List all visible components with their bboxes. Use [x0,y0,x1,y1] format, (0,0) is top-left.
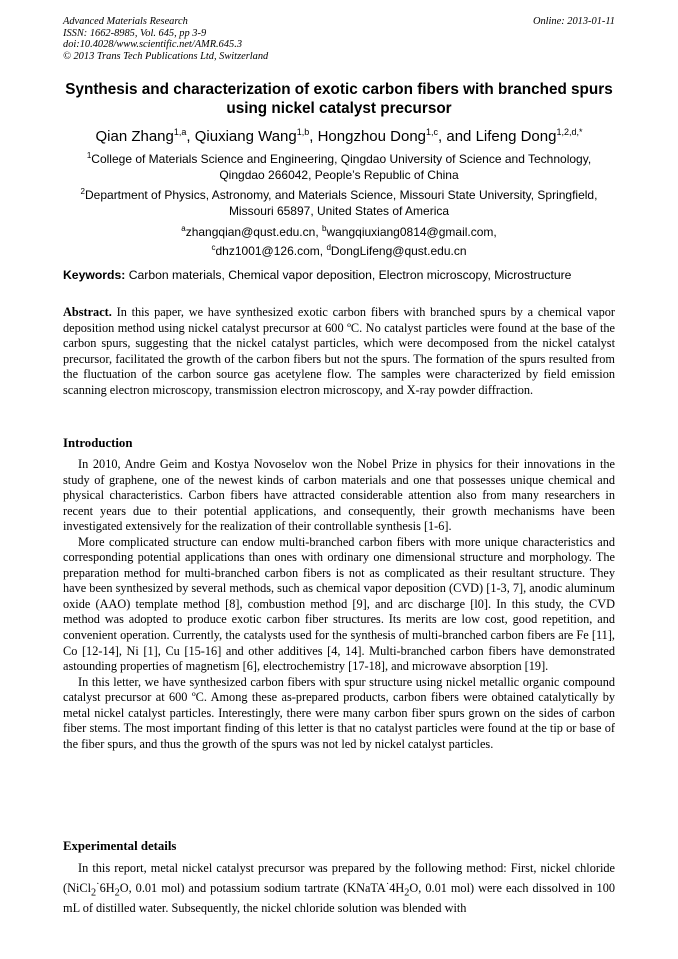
subscript: 2 [91,887,97,899]
affiliation-mark: 1 [86,151,92,160]
abstract [63,305,615,398]
paragraph [63,861,615,916]
abstract-label: Abstract. [63,305,112,319]
middle-dot: · [385,878,390,890]
author-list [63,122,615,147]
doi-line[interactable]: doi:10.4028/www.scientific.net/AMR.645.3 [63,39,243,51]
keywords [63,268,623,283]
affiliation-text: College of Materials Science and Engineering, Qingdao University of Science and Technology, Qingdao 266042, People’s Republic of China [91,152,592,182]
paper-title: Synthesis and characterization of exotic carbon fibers with branched spurs using nickel catalyst precursor [65,81,613,117]
text-run: 4H [389,880,405,895]
author-affiliation-mark: 1,2,d,* [556,127,583,137]
journal-name: Advanced Materials Research [63,16,188,27]
affiliation-text: Department of Physics, Astronomy, and Materials Science, Missouri State University, Springfield, Missouri 65897, United States of America [85,188,598,218]
text-run: In this report, metal nickel catalyst precursor was prepared by the following method: First, nickel chloride (NiCl [63,861,615,895]
author-separator: , [309,128,318,145]
copyright-line: © 2013 Trans Tech Publications Ltd, Switzerland [63,50,269,62]
keywords-label: Keywords: [63,268,126,282]
email-d[interactable]: DongLifeng@qust.edu.cn [330,244,467,258]
email-mark: d [326,243,331,252]
email-mark: c [211,243,216,252]
author-separator: , and [438,128,476,145]
author-affiliation-mark: 1,a [173,127,187,137]
journal-header [63,16,615,62]
author-name: Lifeng Dong [475,128,557,145]
affiliation-1 [63,148,615,183]
email-b[interactable]: wangqiuxiang0814@gmail.com, [326,225,497,239]
author-name: Qiuxiang Wang [194,128,297,145]
email-line-1 [63,221,615,240]
experimental-body [63,861,615,916]
author-separator: , [186,128,195,145]
author-name: Hongzhou Dong [317,128,427,145]
paragraph: In 2010, Andre Geim and Kostya Novoselov won the Nobel Prize in physics for their innovations in the study of graphene, one of the newest kinds of carbon materials and one that possesses unique chemical and physical characteristics. Carbon fibers have attracted considerable attention also from many researchers in recent years due to their potential applications, and consequently, their growth mechanisms have been investigated extensively for the realization of their controllable synthesis [1-6]. [63,457,615,534]
email-mark: b [322,224,327,233]
subscript: 2 [404,887,410,899]
email-mark: a [181,224,186,233]
text-run: O, 0.01 mol) were each dissolved in 100 mL of distilled water. Subsequently, the nickel chloride solution was blended with [63,880,615,915]
author-affiliation-mark: 1,c [426,127,439,137]
text-run: O, 0.01 mol) and potassium sodium tartrate (KNaTA [119,880,386,895]
email-list [63,221,615,259]
issn-line: ISSN: 1662-8985, Vol. 645, pp 3-9 [63,27,207,39]
paragraph: More complicated structure can endow multi-branched carbon fibers with more unique characteristics and corresponding potential applications than ones with ordinary one dimensional structure and morphology. The preparation method for multi-branched carbon fibers is not as complicated as their resultant structure. They have been synthesized by several methods, such as chemical vapor deposition (CVD) [1-3, 7], anodic aluminum oxide (AAO) template method [8], combustion method [9], and arc discharge [l0]. In this study, the CVD method was adopted to produce exotic carbon fiber structures. Its merits are low cost, good repetition, and convenient operation. Currently, the catalysts used for the synthesis of multi-branched carbon fibers are Fe [11], Co [12-14], Ni [1], Cu [15-16] and other additives [4, 14]. Multi-branched carbon fibers have demonstrated astounding properties of magnetism [6], electrochemistry [17-18], and microwave absorption [19]. [63,534,615,674]
abstract-text: In this paper, we have synthesized exotic carbon fibers with branched spurs by a chemical vapor deposition method using nickel catalyst precursor at 600 ºC. No catalyst particles were found at the base of the carbon spurs, suggesting that the nickel catalyst particles, which were decomposed from the nickel catalyst precursor, facilitated the growth of the carbon fibers but not the spurs. The formation of the spurs resulted from the fluctuation of the carbon source gas acetylene flow. The samples were characterized by field emission scanning electron microscopy, transmission electron microscopy, and X-ray powder diffraction. [63,305,615,397]
introduction-body [63,457,615,752]
section-heading-experimental: Experimental details [63,839,177,853]
author-name: Qian Zhang [95,128,174,145]
email-c[interactable]: dhz1001@126.com, [215,244,324,258]
online-date: Online: 2013-01-11 [532,16,615,27]
email-a[interactable]: zhangqian@qust.edu.cn, [185,225,319,239]
paragraph: In this letter, we have synthesized carbon fibers with spur structure using nickel metallic organic compound catalyst precursor at 600 ºC. Among these as-prepared products, carbon fibers were obtained catalytically by metal nickel catalyst particles. Interestingly, there were many carbon fiber spurs grown on the sides of carbon fiber stems. The most important finding of this letter is that no catalyst particles were found at the tip or base of the fiber spurs, and thus the growth of the spurs was not led by nickel catalyst particles. [63,674,615,751]
section-heading-introduction: Introduction [63,436,133,450]
middle-dot: · [96,878,100,890]
affiliation-mark: 2 [80,187,85,196]
subscript: 2 [114,887,120,899]
email-line-2 [63,240,615,259]
text-run: 6H [99,880,115,895]
affiliation-2 [63,184,615,219]
author-affiliation-mark: 1,b [296,127,310,137]
keywords-text: Carbon materials, Chemical vapor deposition, Electron microscopy, Microstructure [128,268,572,282]
